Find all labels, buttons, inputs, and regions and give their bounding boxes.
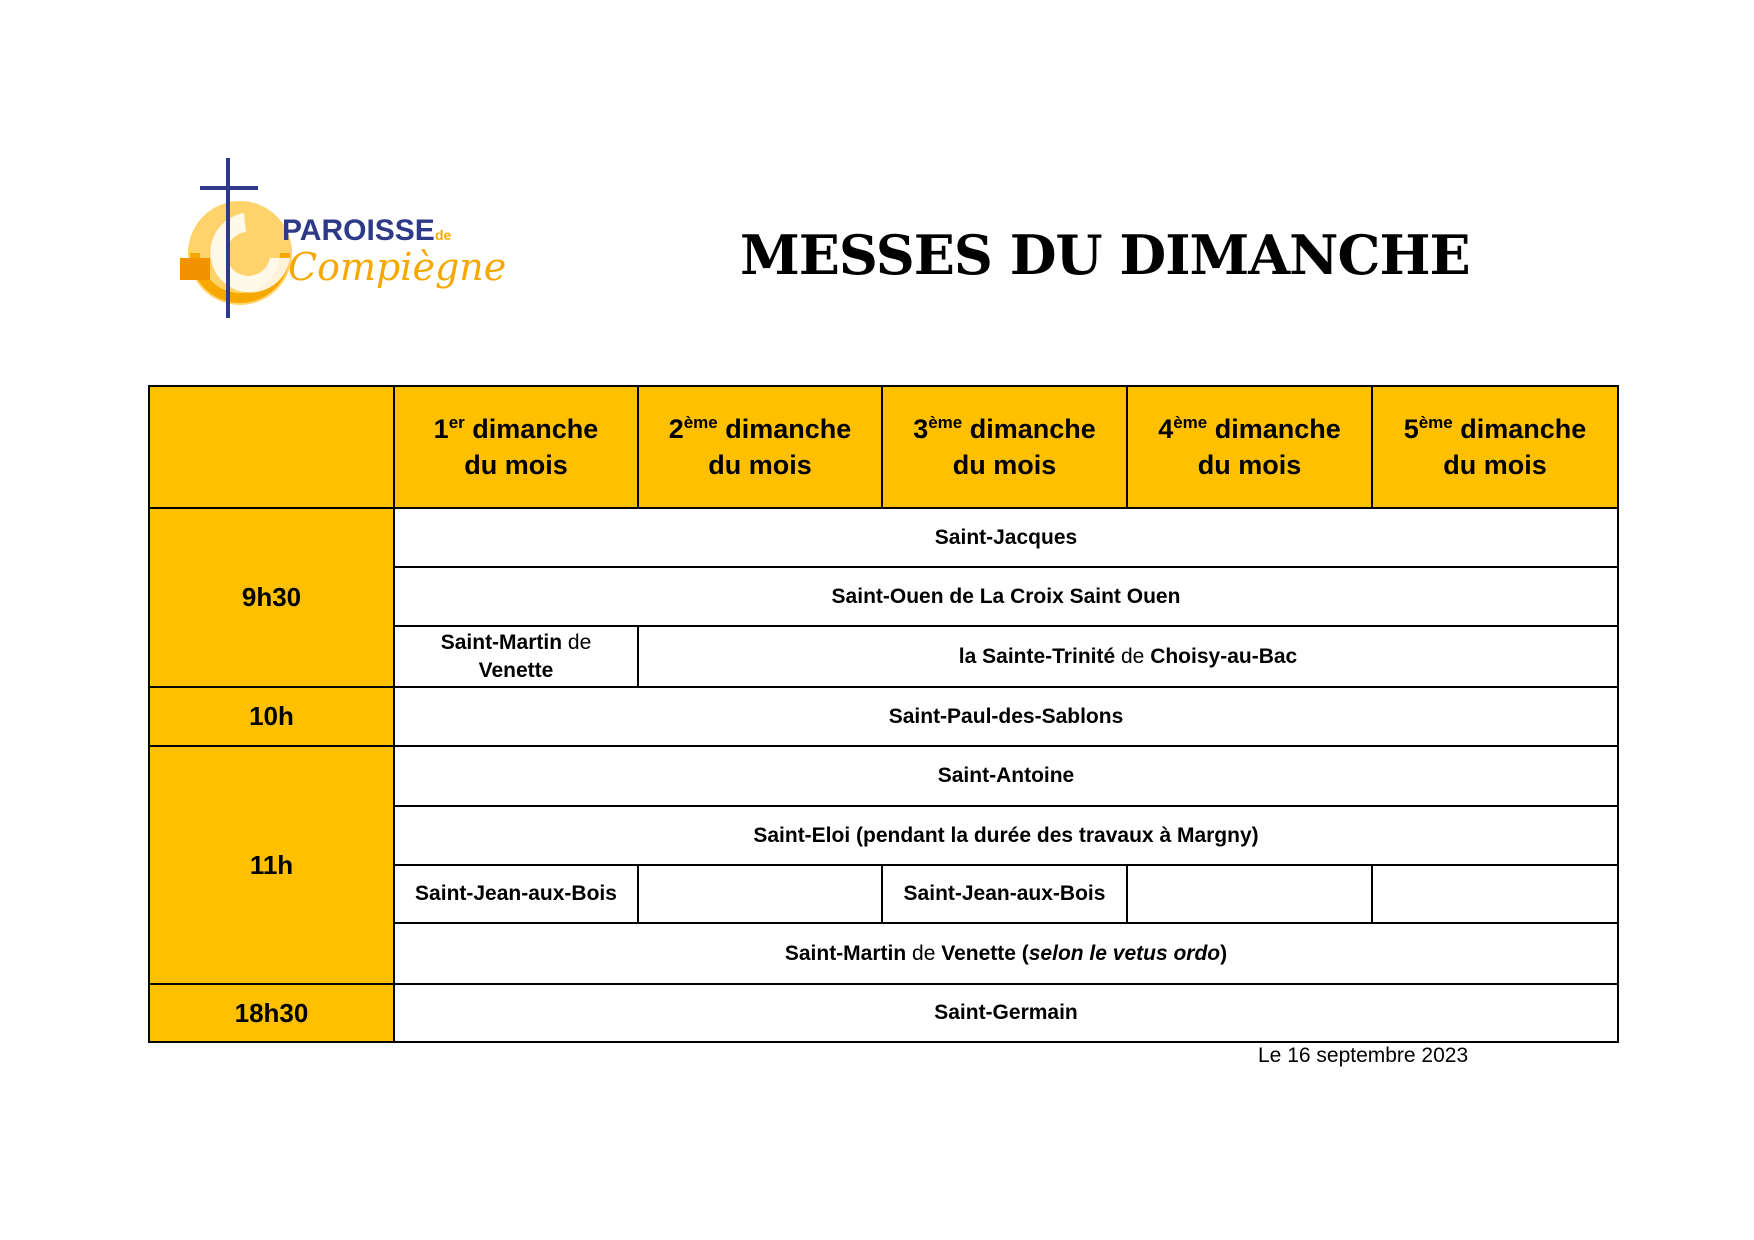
- church-cell: Saint-Martin de Venette: [394, 626, 638, 687]
- brand-text: PAROISSE: [282, 214, 435, 247]
- church-cell: la Sainte-Trinité de Choisy-au-Bac: [638, 626, 1618, 687]
- empty-cell: [1372, 865, 1618, 923]
- corner-cell: [149, 386, 394, 508]
- empty-cell: [1127, 865, 1372, 923]
- church-cell: Saint-Ouen de La Croix Saint Ouen: [394, 567, 1618, 626]
- church-cell: Saint-Jacques: [394, 508, 1618, 567]
- header-sunday-4: 4ème dimanche du mois: [1127, 386, 1372, 508]
- mass-schedule-table: [148, 385, 1619, 1043]
- time-cell-10h: 10h: [149, 687, 394, 746]
- page-title: MESSES DU DIMANCHE: [740, 223, 1470, 287]
- time-cell-11h: 11h: [149, 746, 394, 984]
- header-sunday-5: 5ème dimanche du mois: [1372, 386, 1618, 508]
- brand-script-text: Compiègne: [288, 245, 507, 289]
- header-sunday-2: 2ème dimanche du mois: [638, 386, 882, 508]
- document-date: Le 16 septembre 2023: [1258, 1044, 1469, 1067]
- table-row: [149, 746, 1618, 806]
- table-row: [149, 984, 1618, 1042]
- table-row: [149, 687, 1618, 746]
- header-sunday-1: 1er dimanche du mois: [394, 386, 638, 508]
- time-cell-9h30: 9h30: [149, 508, 394, 687]
- church-cell: Saint-Jean-aux-Bois: [882, 865, 1127, 923]
- church-cell: Saint-Paul-des-Sablons: [394, 687, 1618, 746]
- parish-logo-graphic: [170, 158, 507, 324]
- cross-horizontal: [200, 186, 258, 190]
- parish-logo: [170, 158, 507, 324]
- church-cell: Saint-Eloi (pendant la durée des travaux à Margny): [394, 806, 1618, 865]
- church-cell: Saint-Jean-aux-Bois: [394, 865, 638, 923]
- pilgrims-figure: [180, 258, 210, 280]
- header-row: [149, 386, 1618, 508]
- header-sunday-3: 3ème dimanche du mois: [882, 386, 1127, 508]
- time-cell-18h30: 18h30: [149, 984, 394, 1042]
- empty-cell: [638, 865, 882, 923]
- church-cell: Saint-Germain: [394, 984, 1618, 1042]
- church-cell: Saint-Martin de Venette (selon le vetus ordo): [394, 923, 1618, 984]
- cross-vertical: [226, 158, 230, 318]
- table-row: [149, 508, 1618, 567]
- church-cell: Saint-Antoine: [394, 746, 1618, 806]
- brand-suffix-text: de: [435, 227, 452, 243]
